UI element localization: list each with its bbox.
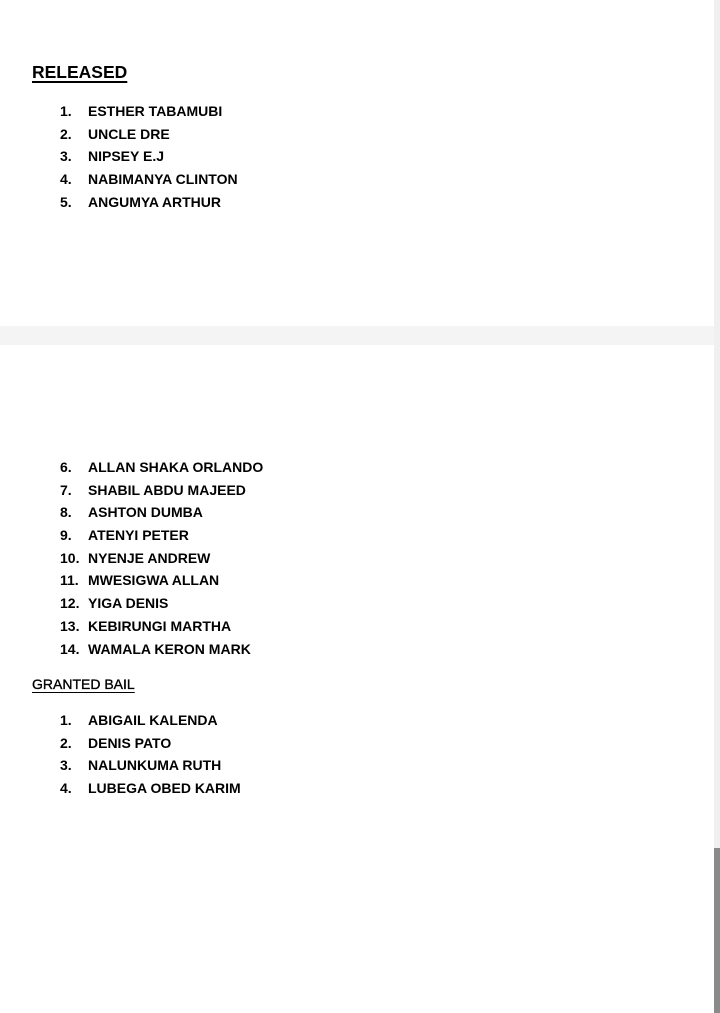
list-item-name: LUBEGA OBED KARIM (88, 780, 241, 797)
list-item-number: 12. (60, 595, 80, 612)
list-item-number: 1. (60, 103, 72, 119)
list-item (60, 524, 263, 547)
list-item-number: 11. (60, 572, 79, 589)
list-item-number: 4. (60, 780, 72, 797)
list-item-number: 3. (60, 757, 72, 774)
list-item-number: 4. (60, 171, 72, 188)
list-item-name: NYENJE ANDREW (88, 549, 211, 566)
list-item-number: 10. (60, 549, 80, 566)
list-item-name: NABIMANYA CLINTON (88, 171, 238, 188)
list-item (60, 777, 241, 800)
list-item-number: 9. (60, 527, 72, 544)
list-item-number: 3. (60, 148, 72, 165)
list-item (60, 501, 263, 524)
list-item (60, 638, 263, 661)
list-item-name: ABIGAIL KALENDA (88, 712, 218, 728)
section-heading-granted-bail: GRANTED BAIL (32, 676, 135, 692)
list-item (60, 547, 263, 570)
list-item-name: NIPSEY E.J (88, 148, 165, 165)
list-item (60, 123, 238, 146)
list-item-name: ALLAN SHAKA ORLANDO (88, 459, 264, 475)
list-item (60, 456, 263, 479)
document-page-2 (0, 345, 714, 1013)
list-item-name: SHABIL ABDU MAJEED (88, 481, 246, 498)
list-item (60, 732, 241, 755)
list-item-number: 6. (60, 459, 72, 475)
list-item-number: 7. (60, 481, 72, 498)
list-item (60, 479, 263, 502)
list-item (60, 569, 263, 592)
released-list-page-1 (60, 100, 238, 213)
list-item (60, 709, 241, 732)
document-page-1 (0, 0, 714, 326)
page-separator (0, 326, 720, 345)
scrollbar-thumb[interactable] (714, 848, 720, 1013)
list-item (60, 100, 238, 123)
list-item-name: ESTHER TABAMUBI (88, 103, 223, 119)
list-item-number: 5. (60, 193, 72, 210)
list-item-number: 13. (60, 617, 80, 634)
list-item-name: MWESIGWA ALLAN (88, 572, 220, 589)
list-item-name: ATENYI PETER (88, 527, 189, 544)
list-item (60, 754, 241, 777)
list-item-name: YIGA DENIS (88, 595, 169, 612)
list-item (60, 145, 238, 168)
list-item-name: NALUNKUMA RUTH (88, 757, 222, 774)
list-item-name: DENIS PATO (88, 734, 172, 751)
list-item-name: KEBIRUNGI MARTHA (88, 617, 232, 634)
list-item-name: WAMALA KERON MARK (88, 640, 251, 657)
list-item-name: ANGUMYA ARTHUR (88, 193, 221, 210)
list-item (60, 168, 238, 191)
list-item-number: 2. (60, 125, 72, 142)
section-heading-released: RELEASED (32, 62, 128, 82)
list-item-name: UNCLE DRE (88, 125, 170, 142)
list-item (60, 615, 263, 638)
list-item (60, 191, 238, 214)
list-item-name: ASHTON DUMBA (88, 504, 203, 521)
granted-bail-list (60, 709, 241, 800)
list-item-number: 1. (60, 712, 72, 728)
released-list-page-2 (60, 456, 263, 660)
list-item-number: 2. (60, 734, 72, 751)
vertical-scrollbar[interactable] (714, 0, 720, 1013)
list-item-number: 8. (60, 504, 72, 521)
list-item (60, 592, 263, 615)
list-item-number: 14. (60, 640, 80, 657)
